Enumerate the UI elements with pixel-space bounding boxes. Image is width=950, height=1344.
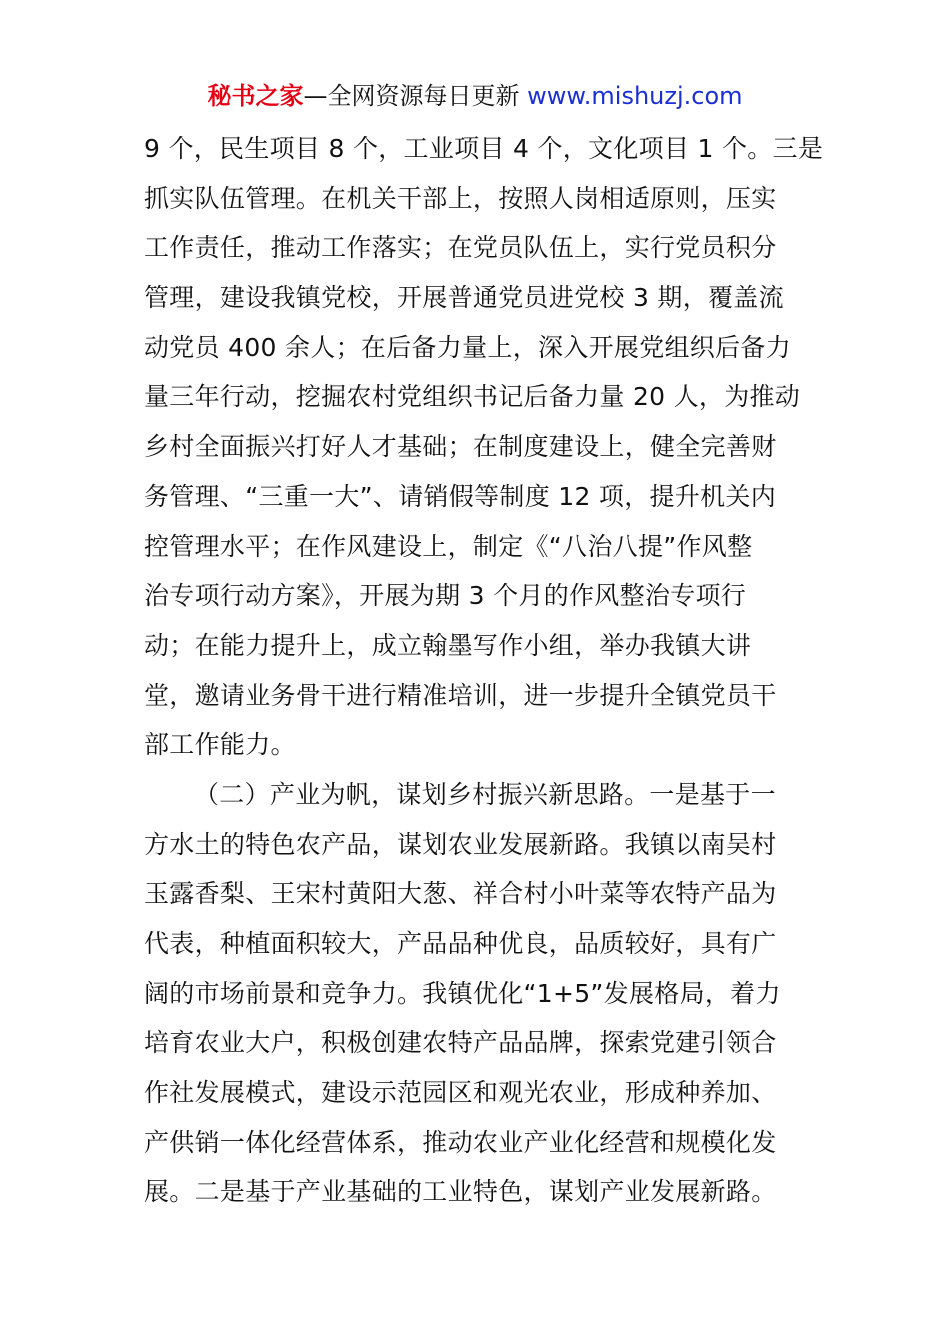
text-line: 代表，种植面积较大，产品品种优良，品质较好，具有广 bbox=[144, 929, 777, 958]
text-line: 工作责任，推动工作落实；在党员队伍上，实行党员积分 bbox=[144, 233, 777, 263]
text-line: 动党员 400 余人；在后备力量上，深入开展党组织后备力 bbox=[144, 332, 792, 362]
text-line: 量三年行动，挖掘农村党组织书记后备力量 20 人，为推动 bbox=[144, 382, 801, 412]
text-line: 动；在能力提升上，成立翰墨写作小组，举办我镇大讲 bbox=[144, 630, 752, 660]
text-line: 管理，建设我镇党校，开展普通党员进党校 3 期，覆盖流 bbox=[144, 283, 784, 313]
text-line: 9 个，民生项目 8 个，工业项目 4 个，文化项目 1 个。三是 bbox=[144, 134, 824, 163]
page-header bbox=[0, 80, 950, 112]
text-line: 方水土的特色农产品，谋划农业发展新路。我镇以南吴村 bbox=[144, 829, 777, 859]
text-line: 产供销一体化经营体系，推动农业产业化经营和规模化发 bbox=[144, 1127, 777, 1157]
text-line: 阔的市场前景和竞争力。我镇优化“1+5”发展格局，着力 bbox=[144, 978, 781, 1008]
brand-name: 秘书之家 bbox=[207, 82, 304, 110]
text-line: 抓实队伍管理。在机关干部上，按照人岗相适原则，压实 bbox=[144, 183, 777, 213]
text-line: 堂，邀请业务骨干进行精准培训，进一步提升全镇党员干 bbox=[144, 680, 777, 710]
text-line: 培育农业大户，积极创建农特产品品牌，探索党建引领合 bbox=[144, 1028, 777, 1058]
text-line: 治专项行动方案》，开展为期 3 个月的作风整治专项行 bbox=[144, 581, 747, 611]
text-line: 作社发展模式，建设示范园区和观光农业，形成种养加、 bbox=[144, 1078, 777, 1108]
site-url-link[interactable]: www.mishuzj.com bbox=[527, 82, 743, 110]
document-body bbox=[144, 124, 824, 1217]
header-tagline: —全网资源每日更新 bbox=[303, 82, 520, 110]
text-line: 部工作能力。 bbox=[144, 730, 296, 760]
paragraph-start-line: （二）产业为帆，谋划乡村振兴新思路。一是基于一 bbox=[194, 779, 776, 809]
text-line: 务管理、“三重一大”、请销假等制度 12 项，提升机关内 bbox=[144, 481, 777, 511]
text-line: 乡村全面振兴打好人才基础；在制度建设上，健全完善财 bbox=[144, 432, 777, 462]
text-line: 展。二是基于产业基础的工业特色，谋划产业发展新路。 bbox=[144, 1177, 777, 1207]
text-line: 玉露香梨、王宋村黄阳大葱、祥合村小叶菜等农特产品为 bbox=[144, 879, 777, 909]
text-line: 控管理水平；在作风建设上，制定《“八治八提”作风整 bbox=[144, 531, 753, 561]
